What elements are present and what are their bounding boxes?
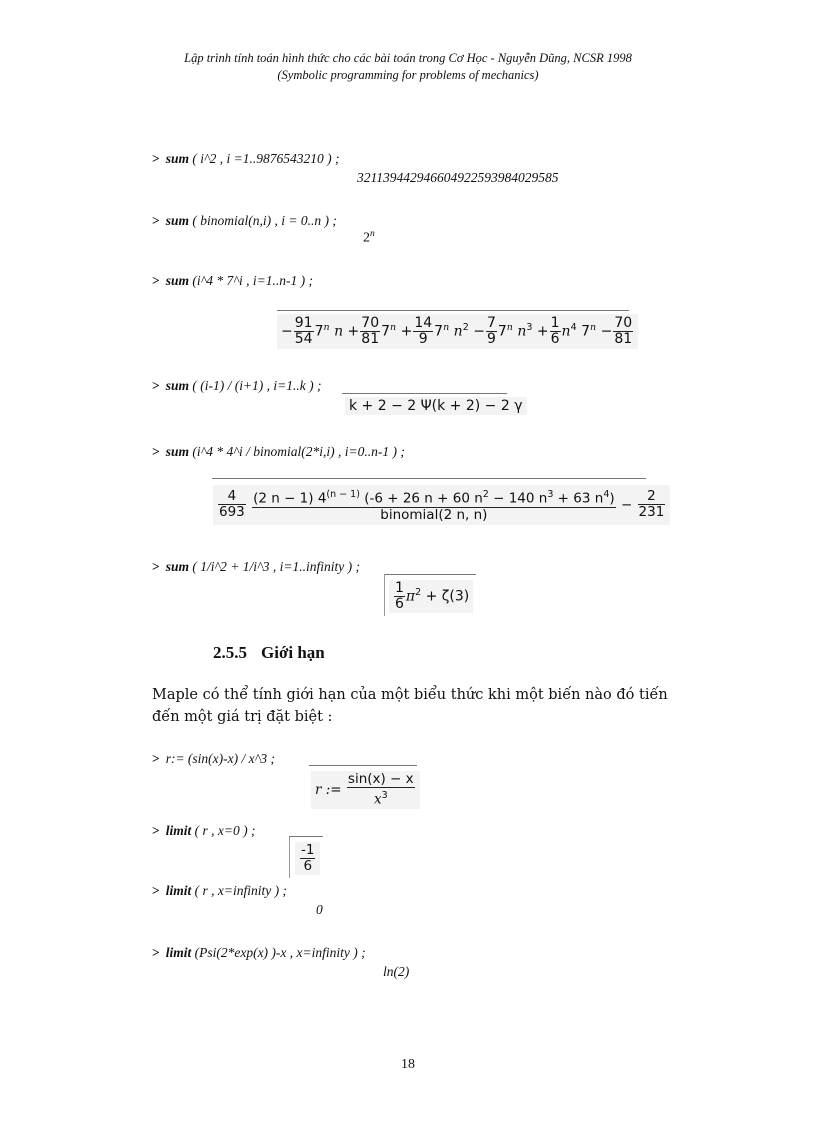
keyword: sum [165, 444, 189, 459]
maple-output-5: $\frac{4}{693}$ $\frac{(2 n - 1) 4^{(n - 1)} (-6 + 26 n + 60 n^2 - 140 n^3 + 63 n^4)}{\text{binomial(2 n, n)}}$ − $\frac{2}{231}$ [213, 485, 670, 525]
prompt: > [152, 378, 160, 393]
output-box-line [342, 393, 507, 394]
section-number: 2.5.5 [213, 643, 247, 662]
output-box-edge [289, 836, 290, 878]
output-exponent: n [370, 229, 375, 239]
command-args: (i^4 * 7^i , i=1..n-1 ) ; [188, 273, 313, 288]
body-paragraph: Maple có thể tính giới hạn của một biểu thức khi một biến nào đó tiến đến một giá trị đặt biệt : [152, 687, 668, 725]
maple-command-6 [152, 559, 360, 575]
command-args: (Psi(2*exp(x) )-x , x=infinity ) ; [191, 945, 366, 960]
maple-output-1: 321139442946604922593984029585 [357, 170, 559, 185]
prompt: > [152, 945, 160, 960]
maple-output-limit-3: ln(2) [383, 964, 410, 979]
output-box-line [289, 836, 323, 837]
maple-output-3: − $\frac{91}{54}$ 7$^n$ n + $\frac{70}{81}$ $7^n$ + $\frac{14}{9}$ 7$^n$ $n^2$ − $\frac{7}{9}$ 7$^n$ $n^3$ + $\frac{1}{6}$ $n^4$ $7^n$ − $\frac{70}{81}$ [277, 314, 638, 349]
keyword: limit [165, 823, 192, 838]
maple-output-r: r := $\frac{\sin(x) - x}{x^3}$ [311, 771, 420, 809]
maple-output-4: k + 2 − 2 Ψ(k + 2) − 2 γ [345, 397, 527, 415]
prompt: > [152, 823, 160, 838]
keyword: sum [165, 273, 189, 288]
command-args: ( binomial(n,i) , i = 0..n ) ; [188, 213, 337, 228]
command-args: ( i^2 , i =1..9876543210 ) ; [188, 151, 340, 166]
keyword: sum [165, 151, 189, 166]
prompt: > [152, 151, 160, 166]
command-args: ( (i-1) / (i+1) , i=1..k ) ; [188, 378, 322, 393]
output-box-line [277, 310, 629, 311]
maple-command-3 [152, 273, 313, 289]
keyword: limit [165, 883, 192, 898]
maple-command-1 [152, 151, 340, 167]
prompt: > [152, 883, 160, 898]
section-heading [213, 643, 325, 663]
keyword: sum [165, 213, 189, 228]
page-number: 18 [401, 1057, 415, 1072]
output-box-line [384, 574, 476, 575]
header-line-1: Lập trình tính toán hình thức cho các bài toán trong Cơ Học - Nguyễn Dũng, NCSR 1998 [184, 51, 632, 65]
command-args: ( r , x=0 ) ; [191, 823, 256, 838]
prompt: > [152, 751, 160, 766]
output-box-line [212, 478, 646, 479]
command-args: ( 1/i^2 + 1/i^3 , i=1..infinity ) ; [188, 559, 360, 574]
keyword: sum [165, 378, 189, 393]
keyword: limit [165, 945, 192, 960]
command-args: r:= (sin(x)-x) / x^3 ; [165, 751, 275, 766]
maple-command-limit-1 [152, 823, 255, 839]
maple-output-limit-1: $\frac{-1}{6}$ [295, 842, 320, 875]
maple-command-limit-2 [152, 883, 287, 899]
prompt: > [152, 273, 160, 288]
output-box-edge [384, 574, 385, 616]
output-base: 2 [363, 230, 370, 246]
header-line-2: (Symbolic programming for problems of mechanics) [277, 68, 539, 82]
prompt: > [152, 444, 160, 459]
prompt: > [152, 213, 160, 228]
output-box-line [309, 765, 417, 766]
section-title: Giới hạn [261, 643, 325, 662]
maple-command-r [152, 751, 275, 767]
command-args: ( r , x=infinity ) ; [191, 883, 287, 898]
running-header [0, 50, 816, 84]
maple-command-2 [152, 213, 337, 229]
keyword: sum [165, 559, 189, 574]
maple-output-6: $\frac{1}{6}$ $\pi^2 + \zeta(3)$ [389, 580, 473, 613]
maple-command-5 [152, 444, 405, 460]
maple-command-4 [152, 378, 322, 394]
maple-output-limit-2: 0 [316, 902, 323, 917]
maple-output-2 [363, 229, 375, 247]
prompt: > [152, 559, 160, 574]
command-args: (i^4 * 4^i / binomial(2*i,i) , i=0..n-1 ) ; [188, 444, 405, 459]
maple-command-limit-3 [152, 945, 366, 961]
